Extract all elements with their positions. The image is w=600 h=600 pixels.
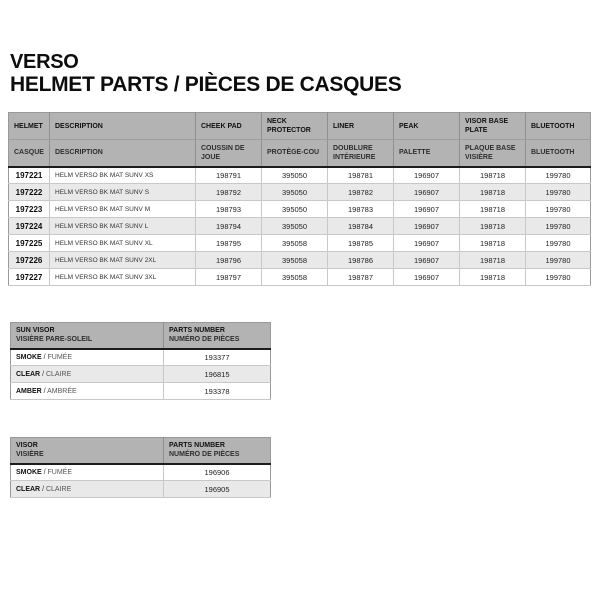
cheek-pad-number-cell: 198792 [196,184,262,201]
visor-base-plate-number-cell: 198718 [460,184,526,201]
color-name-en: AMBER [16,387,42,395]
sun-visor-section [10,322,592,400]
bluetooth-number-cell: 199780 [526,269,591,286]
language-separator: / [40,370,46,378]
language-separator: / [41,353,48,361]
bluetooth-number-cell: 199780 [526,167,591,184]
neck-protector-number-cell: 395050 [262,184,328,201]
helmet-table-row [9,218,591,235]
bluetooth-number-cell: 199780 [526,201,591,218]
col-helmet-en: HELMET [9,113,50,140]
helmet-table-row [9,167,591,184]
col-liner-fr: DOUBLURE INTÉRIEURE [328,140,394,167]
sun-visor-table [10,322,271,400]
liner-number-cell: 198786 [328,252,394,269]
col-peak-fr: PALETTE [394,140,460,167]
description-cell: HELM VERSO BK MAT SUNV M [50,201,196,218]
parts-number-label-fr: NUMÉRO DE PIÈCES [169,336,240,344]
description-cell: HELM VERSO BK MAT SUNV 3XL [50,269,196,286]
parts-number-label-fr: NUMÉRO DE PIÈCES [169,451,240,459]
visor-title-cell [11,438,164,464]
sun-visor-row [11,349,271,366]
color-name-en: CLEAR [16,370,41,378]
peak-number-cell: 196907 [394,167,460,184]
cheek-pad-number-cell: 198797 [196,269,262,286]
col-peak-en: PEAK [394,113,460,140]
visor-base-plate-number-cell: 198718 [460,252,526,269]
color-name-fr: AMBRÉE [47,387,77,395]
sun-visor-title-cell [11,323,164,349]
color-option-label [11,383,164,400]
color-option-label [11,481,164,498]
header-row-en [9,113,591,140]
bluetooth-number-cell: 199780 [526,218,591,235]
liner-number-cell: 198785 [328,235,394,252]
language-separator: / [41,387,48,395]
color-name-en: SMOKE [16,353,42,361]
peak-number-cell: 196907 [394,218,460,235]
col-liner-en: LINER [328,113,394,140]
helmet-table-body [9,167,591,286]
neck-protector-number-cell: 395050 [262,218,328,235]
helmet-number-cell: 197224 [9,218,50,235]
peak-number-cell: 196907 [394,269,460,286]
sun-visor-title-en: SUN VISOR [16,327,55,335]
peak-number-cell: 196907 [394,201,460,218]
col-visor-base-plate-en: VISOR BASE PLATE [460,113,526,140]
peak-number-cell: 196907 [394,235,460,252]
color-name-en: CLEAR [16,485,41,493]
description-cell: HELM VERSO BK MAT SUNV XS [50,167,196,184]
parts-number-label-en: PARTS NUMBER [169,442,225,450]
helmet-table-row [9,252,591,269]
liner-number-cell: 198782 [328,184,394,201]
helmet-table-row [9,184,591,201]
visor-base-plate-number-cell: 198718 [460,235,526,252]
sun-visor-row [11,366,271,383]
peak-number-cell: 196907 [394,252,460,269]
visor-table [10,437,271,498]
language-separator: / [41,468,48,476]
part-number-cell: 193377 [164,349,271,366]
neck-protector-number-cell: 395050 [262,167,328,184]
bluetooth-number-cell: 199780 [526,184,591,201]
cheek-pad-number-cell: 198796 [196,252,262,269]
visor-header-row [11,438,271,464]
neck-protector-number-cell: 395058 [262,269,328,286]
col-visor-base-plate-fr: PLAQUE BASE VISIÈRE [460,140,526,167]
cheek-pad-number-cell: 198791 [196,167,262,184]
liner-number-cell: 198783 [328,201,394,218]
header-row-fr [9,140,591,167]
color-name-en: SMOKE [16,468,42,476]
description-cell: HELM VERSO BK MAT SUNV XL [50,235,196,252]
sun-visor-parts-number-cell [164,323,271,349]
sun-visor-table-header [11,323,271,349]
page-title: HELMET PARTS / PIÈCES DE CASQUES [10,73,402,96]
col-bluetooth-en: BLUETOOTH [526,113,591,140]
description-cell: HELM VERSO BK MAT SUNV L [50,218,196,235]
col-description-en: DESCRIPTION [50,113,196,140]
helmet-parts-table-header [9,113,591,167]
helmet-number-cell: 197226 [9,252,50,269]
neck-protector-number-cell: 395058 [262,252,328,269]
cheek-pad-number-cell: 198795 [196,235,262,252]
helmet-number-cell: 197223 [9,201,50,218]
liner-number-cell: 198784 [328,218,394,235]
helmet-number-cell: 197221 [9,167,50,184]
color-name-fr: CLAIRE [45,370,72,378]
color-option-label [11,366,164,383]
helmet-parts-table [8,112,591,286]
visor-base-plate-number-cell: 198718 [460,218,526,235]
helmet-number-cell: 197225 [9,235,50,252]
language-separator: / [40,485,46,493]
color-name-fr: CLAIRE [45,485,72,493]
description-cell: HELM VERSO BK MAT SUNV 2XL [50,252,196,269]
neck-protector-number-cell: 395058 [262,235,328,252]
col-helmet-fr: CASQUE [9,140,50,167]
helmet-number-cell: 197227 [9,269,50,286]
part-number-cell: 193378 [164,383,271,400]
visor-row [11,464,271,481]
brand-title: VERSO [10,51,79,73]
sun-visor-title-fr: VISIÈRE PARE-SOLEIL [16,336,93,344]
neck-protector-number-cell: 395050 [262,201,328,218]
sun-visor-table-body [11,349,271,400]
sun-visor-row [11,383,271,400]
helmet-table-row [9,235,591,252]
part-number-cell: 196905 [164,481,271,498]
color-name-fr: FUMÉE [47,353,73,361]
bluetooth-number-cell: 199780 [526,252,591,269]
visor-section [10,437,592,498]
helmet-number-cell: 197222 [9,184,50,201]
cheek-pad-number-cell: 198793 [196,201,262,218]
description-cell: HELM VERSO BK MAT SUNV S [50,184,196,201]
col-neck-protector-fr: PROTÈGE-COU [262,140,328,167]
visor-base-plate-number-cell: 198718 [460,201,526,218]
visor-parts-number-cell [164,438,271,464]
liner-number-cell: 198781 [328,167,394,184]
visor-row [11,481,271,498]
helmet-table-row [9,269,591,286]
visor-base-plate-number-cell: 198718 [460,269,526,286]
col-bluetooth-fr: BLUETOOTH [526,140,591,167]
part-number-cell: 196906 [164,464,271,481]
liner-number-cell: 198787 [328,269,394,286]
helmet-table-row [9,201,591,218]
color-option-label [11,349,164,366]
col-cheek-pad-fr: COUSSIN DE JOUE [196,140,262,167]
visor-title-en: VISOR [16,442,38,450]
visor-table-header [11,438,271,464]
col-neck-protector-en: NECK PROTECTOR [262,113,328,140]
bluetooth-number-cell: 199780 [526,235,591,252]
color-name-fr: FUMÉE [47,468,73,476]
visor-base-plate-number-cell: 198718 [460,167,526,184]
cheek-pad-number-cell: 198794 [196,218,262,235]
parts-number-label-en: PARTS NUMBER [169,327,225,335]
part-number-cell: 196815 [164,366,271,383]
visor-table-body [11,464,271,498]
title-block [10,52,592,96]
peak-number-cell: 196907 [394,184,460,201]
sun-visor-header-row [11,323,271,349]
visor-title-fr: VISIÈRE [16,451,44,459]
col-cheek-pad-en: CHEEK PAD [196,113,262,140]
color-option-label [11,464,164,481]
col-description-fr: DESCRIPTION [50,140,196,167]
